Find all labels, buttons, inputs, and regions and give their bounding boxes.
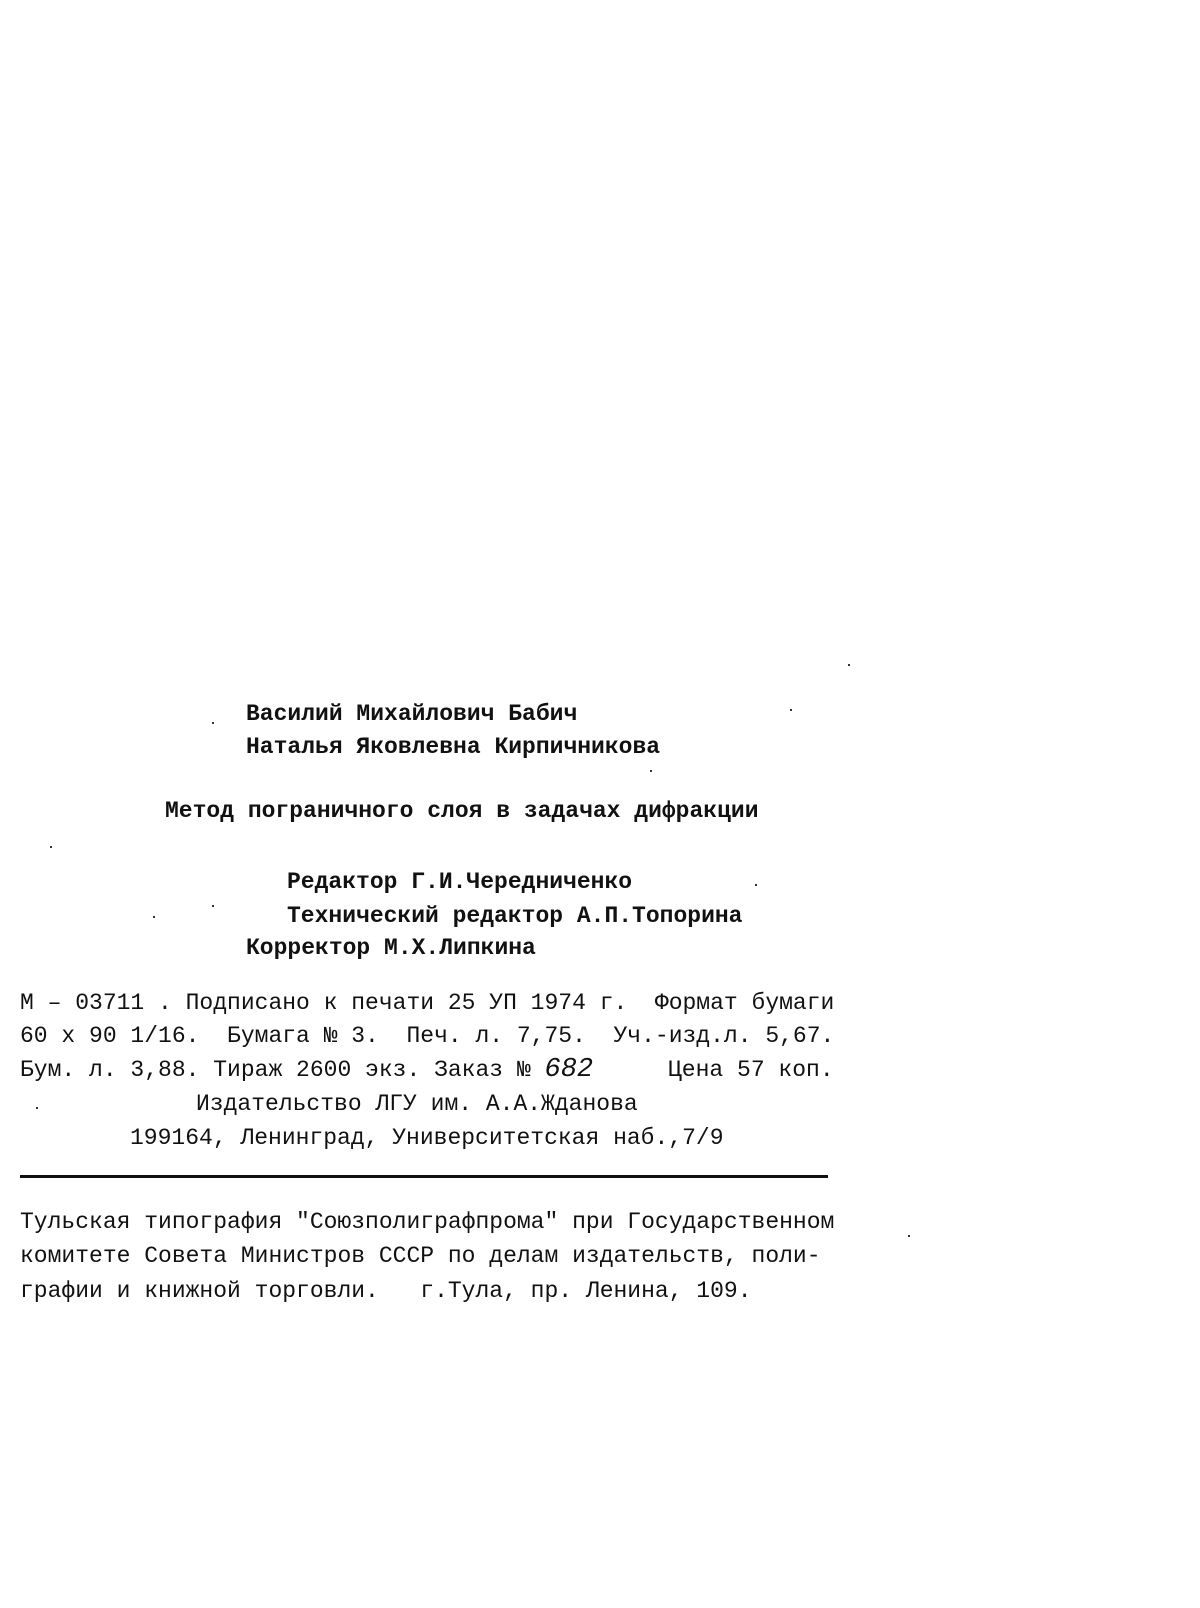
- publisher: Издательство ЛГУ им. А.А.Жданова: [196, 1091, 638, 1117]
- order-number: 682: [544, 1055, 594, 1085]
- imprint-line-1: М – 03711 . Подписано к печати 25 УП 1974 г. Формат бумаги: [20, 990, 835, 1016]
- printer-line-2: комитете Совета Министров СССР по делам издательств, поли-: [20, 1243, 821, 1269]
- scan-speck: [50, 846, 52, 848]
- imprint-line-2: 60 х 90 1/16. Бумага № 3. Печ. л. 7,75. Уч.-изд.л. 5,67.: [20, 1023, 835, 1049]
- imprint-line-3: [20, 1056, 593, 1084]
- author-name-2: Наталья Яковлевна Кирпичникова: [246, 734, 661, 760]
- imprint-line-3-text: Бум. л. 3,88. Тираж 2600 экз. Заказ №: [20, 1057, 545, 1083]
- publisher-address: 199164, Ленинград, Университетская наб.,7/9: [130, 1125, 724, 1151]
- scan-speck: [755, 884, 757, 886]
- technical-editor-credit: Технический редактор А.П.Топорина: [287, 903, 743, 929]
- divider-rule: [20, 1175, 828, 1178]
- printer-line-3: графии и книжной торговли. г.Тула, пр. Ленина, 109.: [20, 1278, 752, 1304]
- scan-speck: [212, 905, 214, 907]
- editor-credit: Редактор Г.И.Чередниченко: [287, 869, 633, 895]
- proofreader-credit: Корректор М.Х.Липкина: [246, 935, 536, 961]
- price: Цена 57 коп.: [668, 1057, 834, 1083]
- printer-line-1: Тульская типография "Союзполиграфпрома" при Государственном: [20, 1209, 835, 1235]
- scan-speck: [36, 1107, 38, 1109]
- scan-speck: [650, 770, 652, 772]
- scan-speck: [908, 1235, 910, 1237]
- scan-speck: [848, 664, 850, 666]
- scan-speck: [212, 722, 214, 724]
- author-name-1: Василий Михайлович Бабич: [246, 701, 578, 727]
- scan-speck: [153, 916, 155, 918]
- book-title: Метод пограничного слоя в задачах дифракции: [165, 798, 759, 824]
- scan-speck: [790, 709, 792, 711]
